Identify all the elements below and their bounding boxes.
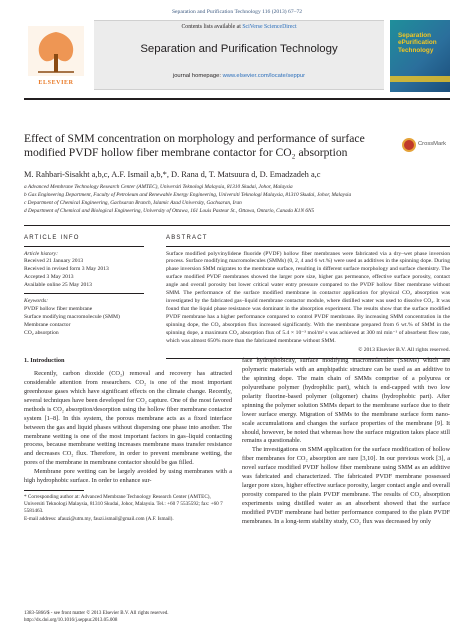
- sciencedirect-link[interactable]: SciVerse ScienceDirect: [242, 24, 297, 30]
- body-paragraph: Recently, carbon dioxide (CO₂) removal and recovery has attracted considerable attention from researchers. CO₂ is one of the most important greenhouse gases which have significant effects on the climate change. Recently, several techniques have been developed for CO₂ capture. One of the most favored methods is CO₂ absorption/desorption using the hollow fiber membrane contactor system [1–8]. In this system, the porous membrane acts as a fixed interface between the gas and liquid phases without dispersing one phase into another. The membrane wetting is one of the most important factors in gas–liquid contacting process, because membrane wetting increases membrane mass transfer resistance and decreases CO₂ flux. Therefore, in order to prevent membrane wetting, the pores of the membrane in membrane contactor should be gas filled.: [24, 369, 232, 467]
- history-item: Available online 25 May 2013: [24, 282, 92, 289]
- homepage-prefix: journal homepage:: [172, 73, 221, 79]
- affiliation: a Advanced Membrane Technology Research Center (AMTEC), Universiti Teknologi Malaysia, 81310 Skudai, Johor, Malaysia: [24, 184, 293, 190]
- keywords-label: Keywords:: [24, 297, 49, 304]
- cover-stripe: [390, 76, 450, 82]
- keyword: Membrane contactor: [24, 321, 71, 328]
- elsevier-tree-icon: [28, 26, 84, 76]
- affiliation: d Department of Chemical and Biological Engineering, University of Ottawa, 161 Louis Pasteur St., Ottawa, Ontario, Canada K1N 6N5: [24, 207, 315, 214]
- crossmark-icon: [402, 138, 416, 152]
- affiliations: [24, 184, 450, 216]
- history-item: Received 21 January 2013: [24, 258, 84, 265]
- abstract-text: Surface modified polyvinylidene fluoride (PVDF) hollow fiber membranes were fabricated via a dry–wet phase inversion process. Surface modifying macromolecules (SMMs) (0, 2, 4 and 6 wt.%) were used as additives in the spinning dope. During phase inversion SMM migrates to the membrane surface, resulting in different surface morphology and surface chemistry. The surface modified PVDF membranes showed the larger pore size, higher gas permeance, effective surface porosity, contact angle and overall porosity but lower critical water entry pressure compared to the PVDF hollow fiber membrane without SMM. The performance of the surface modified membrane in contactor application for physical CO₂ absorption was investigated by the fabricated gas–liquid membrane contactor module, where distilled water was used to dissolve CO₂. It was found that the liquid phase resistance was dominant in the absorption experiment. The results show that the surface modified PVDF membrane has a higher performance compared to control PVDF membrane. By increasing SMM concentration in the spinning dope, the CO₂ absorption flux increased significantly. With the membrane prepared from 6 wt.% of SMM in the spinning dope, a maximum CO₂ absorption flux of 5.4 × 10⁻³ mol/m² s was achieved at 300 ml min⁻¹ of absorbent flow rate, which was almost 650% more than the fabricated membrane without SMM.: [166, 250, 450, 344]
- keyword: PVDF hollow fiber membrane: [24, 305, 93, 312]
- crossmark-label: CrossMark: [418, 141, 447, 147]
- elsevier-wordmark: ELSEVIER: [38, 80, 74, 86]
- corresponding-author-footnote: * Corresponding author at: Advanced Membrane Technology Research Center (AMTEC), Universiti Teknologi Malaysia, 81310 Skudai, Johor, Malaysia. Tel.: +60 7 5535592; fax: +60 7 5581463.: [24, 493, 223, 515]
- abstract-copyright: © 2013 Elsevier B.V. All rights reserved.: [358, 346, 450, 353]
- email-footnote: E-mail address: afauzi@utm.my, fauzi.ismail@gmail.com (A.F. Ismail).: [24, 515, 174, 522]
- abstract-heading: ABSTRACT: [166, 234, 450, 247]
- history-item: Accepted 3 May 2013: [24, 274, 74, 281]
- issn-note: 1383-5866/$ - see front matter © 2013 Elsevier B.V. All rights reserved.: [24, 611, 169, 616]
- affiliation: b Gas Engineering Department, Faculty of Petroleum and Renewable Energy Engineering, Universiti Teknologi Malaysia, 81310 Skudai, Johor, Malaysia: [24, 191, 352, 198]
- article-info: [24, 234, 144, 337]
- journal-masthead: [24, 20, 450, 98]
- info-divider: [24, 293, 144, 294]
- running-head: Separation and Purification Technology 116 (2013) 67–72: [171, 9, 303, 15]
- masthead-rule: [24, 98, 450, 100]
- body-column-right: [242, 357, 450, 527]
- body-paragraph: The investigations on SMM application for the surface modification of hollow fiber membranes for CO₂ absorption are rare [3,10]. In our previous work [3], a novel surface modified PVDF hollow fiber membrane using SMM as an additive was fabricated and characterized. The fabricated PVDF membrane possessed larger pore sizes, higher effective surface porosity, larger contact angle and overall porosity compared to the plain PVDF membrane. The results of CO₂ absorption experiments using distilled water as an absorbent showed that the surface modified PVDF membrane had better performance compared to the plain PVDF membranes. In a long-term stability study, CO₂ flux was decreased by only: [242, 446, 450, 525]
- elsevier-logo: [24, 20, 88, 90]
- homepage-link[interactable]: www.elsevier.com/locate/seppur: [222, 73, 306, 79]
- section-title: 1. Introduction: [24, 357, 65, 364]
- history-item: Received in revised form 3 May 2013: [24, 266, 109, 273]
- history-label: Article history:: [24, 250, 59, 257]
- author-list: M. Rahbari-Sisakht a,b,c, A.F. Ismail a,b,*, D. Rana d, T. Matsuura d, D. Emadzadeh a,c: [24, 170, 321, 179]
- keyword: Surface modifying macromolecule (SMM): [24, 313, 120, 320]
- body-paragraph: face hydrophobicity, surface modifying macromolecules (SMMs) which are polymeric materials with an amphipathic structure can be used as an additive to the spinning dope. The main chain of SMMs comprise of a polyurea or polyurethane polymer (hydrophilic part), which is end-capped with two low polarity fluorine-based polymer (oligomer) chains (hydrophobic part). After spinning the polymer solution SMMs depart to the membrane surface due to their lower surface energy. Migration of SMMs to the membrane surface form nano-scale accumulations and changes the surface properties of the membrane [9]. It should, however, be noted that whereas how the surface migration takes place still remains a questionable.: [242, 357, 450, 445]
- header-rule: [24, 225, 450, 226]
- body-column-left: [24, 357, 232, 523]
- journal-title-band: [94, 20, 384, 90]
- abstract: [166, 234, 450, 358]
- journal-homepage: [94, 73, 384, 79]
- crossmark-badge[interactable]: [402, 136, 450, 160]
- doi-link[interactable]: http://dx.doi.org/10.1016/j.seppur.2013.05.008: [24, 618, 118, 623]
- cover-title: Separation ePurification Technology: [398, 32, 437, 54]
- article-title: Effect of SMM concentration on morphology and performance of surface modified PVDF hollow fiber membrane contactor for CO₂ absorption: [24, 132, 365, 160]
- contents-prefix: Contents lists available at: [181, 24, 241, 30]
- article-info-heading: ARTICLE INFO: [24, 234, 144, 247]
- journal-cover-thumbnail: [390, 20, 450, 92]
- front-matter-note: [24, 610, 232, 624]
- footnote-rule: [24, 490, 84, 491]
- contents-line: [94, 24, 384, 30]
- keyword: CO₂ absorption: [24, 329, 59, 336]
- affiliation: c Department of Chemical Engineering, Gachsaran Branch, Islamic Azad University, Gachsaran, Iran: [24, 199, 242, 206]
- journal-title: Separation and Purification Technology: [140, 43, 338, 55]
- body-paragraph: Membrane pore wetting can be largely avoided by using membranes with a high hydrophobic surface. In order to enhance sur-: [24, 468, 232, 485]
